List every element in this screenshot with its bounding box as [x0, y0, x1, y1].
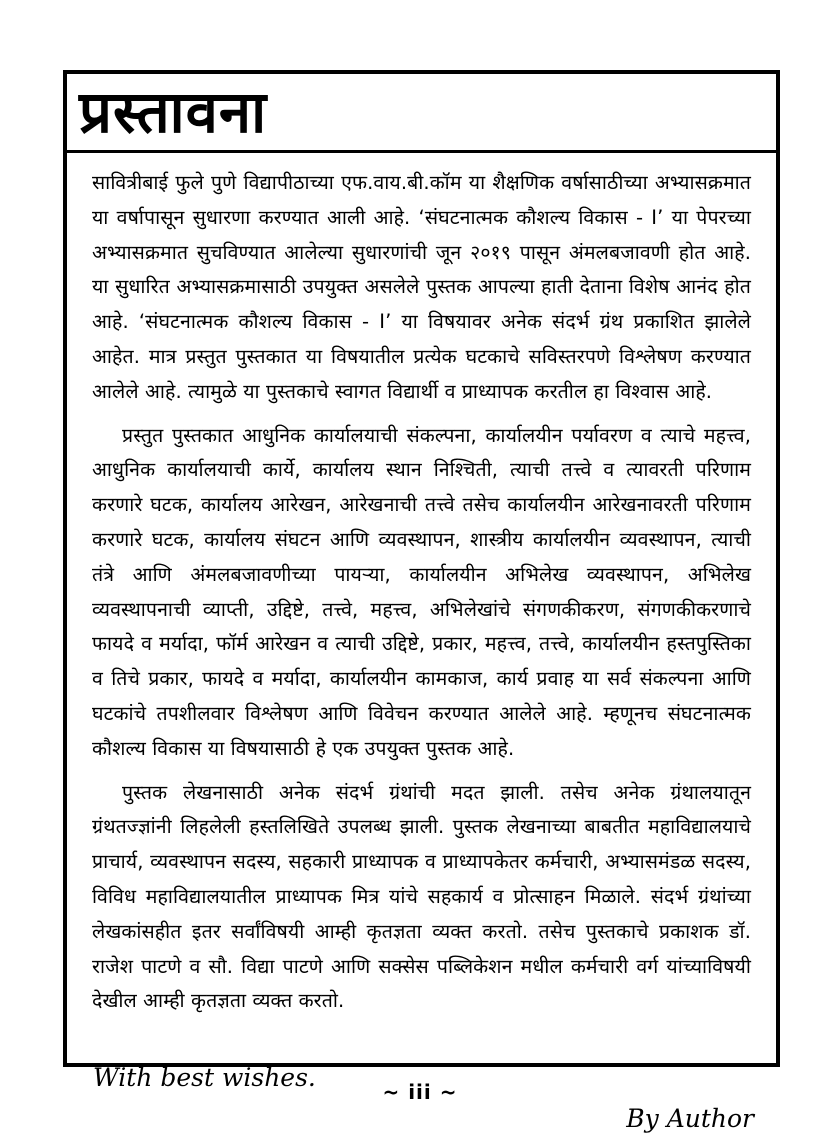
- paragraph-2: प्रस्तुत पुस्तकात आधुनिक कार्यालयाची संकल्पना, कार्यालयीन पर्यावरण व त्याचे महत्त्व, आधुनिक कार्यालयाची कार्ये, कार्यालय स्थान निश्चिती, त्याची तत्त्वे व त्यावरती परिणाम करणारे घटक, कार्यालय आरेखन, आरेखनाची तत्त्वे तसेच कार्यालयीन आरेखनावरती परिणाम करणारे घटक, कार्यालय संघटन आणि व्यवस्थापन, शास्त्रीय कार्यालयीन व्यवस्थापन, त्याची तंत्रे आणि अंमलबजावणीच्या पायऱ्या, कार्यालयीन अभिलेख व्यवस्थापन, अभिलेख व्यवस्थापनाची व्याप्ती, उद्दिष्टे, तत्त्वे, महत्त्व, अभिलेखांचे संगणकीकरण, संगणकीकरणाचे फायदे व मर्यादा, फॉर्म आरेखन व त्याची उद्दिष्टे, प्रकार, महत्त्व, तत्त्वे, कार्यालयीन हस्तपुस्तिका व तिचे प्रकार, फायदे व मर्यादा, कार्यालयीन कामकाज, कार्य प्रवाह या सर्व संकल्पना आणि घटकांचे तपशीलवार विश्लेषण आणि विवेचन करण्यात आलेले आहे. म्हणूनच संघटनात्मक कौशल्य विकास या विषयासाठी हे एक उपयुक्त पुस्तक आहे.: [92, 423, 751, 760]
- page-number: ~ iii ~: [382, 1080, 458, 1104]
- closing-text: With best wishes.: [93, 1063, 316, 1093]
- author-signature: By Author: [626, 1104, 754, 1134]
- page-title: प्रस्तावना: [79, 77, 268, 146]
- preface-body: [67, 153, 776, 1019]
- title-band: [67, 74, 776, 153]
- paragraph-3: पुस्तक लेखनासाठी अनेक संदर्भ ग्रंथांची मदत झाली. तसेच अनेक ग्रंथालयातून ग्रंथतज्ज्ञांनी लिहलेली हस्तलिखिते उपलब्ध झाली. पुस्तक लेखनाच्या बाबतीत महाविद्यालयाचे प्राचार्य, व्यवस्थापन सदस्य, सहकारी प्राध्यापक व प्राध्यापकेतर कर्मचारी, अभ्यासमंडळ सदस्य, विविध महाविद्यालयातील प्राध्यापक मित्र यांचे सहकार्य व प्रोत्साहन मिळाले. संदर्भ ग्रंथांच्या लेखकांसहीत इतर सर्वांविषयी आम्ही कृतज्ञता व्यक्त करतो. तसेच पुस्तकाचे प्रकाशक डॉ. राजेश पाटणे व सौ. विद्या पाटणे आणि सक्सेस पब्लिकेशन मधील कर्मचारी वर्ग यांच्याविषयी देखील आम्ही कृतज्ञता व्यक्त करतो.: [92, 780, 751, 1013]
- paragraph-1: सावित्रीबाई फुले पुणे विद्यापीठाच्या एफ.वाय.बी.कॉम या शैक्षणिक वर्षासाठीच्या अभ्यासक्रमात या वर्षापासून सुधारणा करण्यात आली आहे. ‘संघटनात्मक कौशल्य विकास - I’ या पेपरच्या अभ्यासक्रमात सुचविण्यात आलेल्या सुधारणांची जून २०१९ पासून अंमलबजावणी होत आहे. या सुधारित अभ्यासक्रमासाठी उपयुक्त असलेले पुस्तक आपल्या हाती देताना विशेष आनंद होत आहे. ‘संघटनात्मक कौशल्य विकास - I’ या विषयावर अनेक संदर्भ ग्रंथ प्रकाशित झालेले आहेत. मात्र प्रस्तुत पुस्तकात या विषयातील प्रत्येक घटकाचे सविस्तरपणे विश्लेषण करण्यात आलेले आहे. त्यामुळे या पुस्तकाचे स्वागत विद्यार्थी व प्राध्यापक करतील हा विश्वास आहे.: [92, 171, 751, 403]
